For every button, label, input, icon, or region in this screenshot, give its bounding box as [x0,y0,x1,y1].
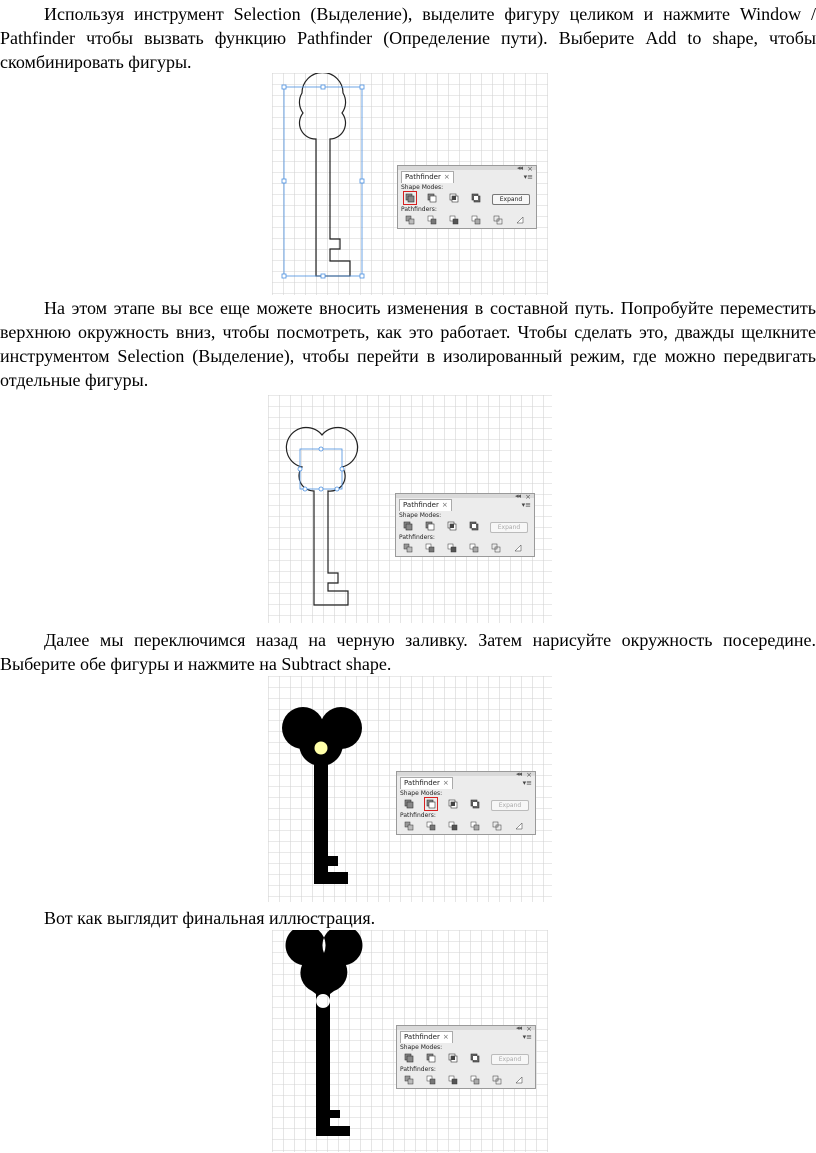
subtract-shape-button[interactable] [426,1053,436,1063]
exclude-shape-button[interactable] [470,799,480,809]
collapse-icon[interactable]: ◂◂ [515,770,521,778]
figure-2 [268,395,552,623]
tab-label: Pathfinder [405,173,441,181]
subtract-shape-icon [427,193,437,203]
merge-icon [448,821,458,831]
tab-close-icon[interactable]: × [441,501,448,509]
collapse-icon[interactable]: ◂◂ [516,164,522,172]
outline-button[interactable] [492,1075,502,1085]
exclude-shape-icon [471,193,481,203]
panel-close-icon[interactable]: × [527,165,533,173]
panel-title-bar[interactable] [397,1026,535,1030]
divide-button[interactable] [404,1075,414,1085]
exclude-shape-icon [469,521,479,531]
pathfinders-label: Pathfinders: [400,1066,436,1073]
crop-button[interactable] [469,543,479,553]
add-to-shape-icon [403,521,413,531]
merge-icon [449,215,459,225]
outline-icon [492,821,502,831]
tab-close-icon[interactable]: × [443,173,450,181]
intersect-shape-icon [448,799,458,809]
minus-back-icon [514,1075,524,1085]
tab-close-icon[interactable]: × [442,779,449,787]
divide-button[interactable] [405,215,415,225]
merge-button[interactable] [447,543,457,553]
intersect-shape-button[interactable] [447,521,457,531]
collapse-icon[interactable]: ◂◂ [515,1024,521,1032]
subtract-shape-icon [426,1053,436,1063]
exclude-shape-button[interactable] [471,193,481,203]
instruction-paragraph-2: На этом этапе вы все еще можете вносить изменения в составной путь. Попробуйте переместить верхнюю окружность вниз, чтобы посмотреть, как это работает. Чтобы сделать это, дважды щелкните инструментом Selection (Выделение), чтобы перейти в изолированный режим, где можно передвигать отдельные фигуры. [0,298,816,390]
tab-label: Pathfinder [404,779,440,787]
tab-close-icon[interactable]: × [442,1033,449,1041]
divide-icon [404,1075,414,1085]
trim-icon [426,1075,436,1085]
expand-button[interactable]: Expand [490,522,528,533]
merge-icon [448,1075,458,1085]
subtract-shape-button[interactable] [426,799,436,809]
merge-icon [447,543,457,553]
shape-modes-label: Shape Modes: [400,1044,443,1051]
figure-4 [272,930,548,1152]
crop-icon [470,821,480,831]
intersect-shape-button[interactable] [448,799,458,809]
exclude-shape-icon [470,1053,480,1063]
instruction-paragraph-4: Вот как выглядит финальная иллюстрация. [44,908,376,928]
crop-button[interactable] [470,821,480,831]
tab-pathfinder[interactable] [400,1031,453,1043]
trim-button[interactable] [426,1075,436,1085]
minus-back-button[interactable] [515,215,525,225]
panel-menu-icon[interactable]: ▾≡ [521,501,531,509]
add-to-shape-button[interactable] [405,193,415,203]
trim-icon [425,543,435,553]
panel-title-bar[interactable] [396,494,534,498]
panel-close-icon[interactable]: × [525,493,531,501]
pathfinder-panel [395,493,535,557]
minus-back-icon [513,543,523,553]
panel-menu-icon[interactable]: ▾≡ [522,1033,532,1041]
crop-icon [470,1075,480,1085]
expand-button[interactable]: Expand [491,1054,529,1065]
tab-label: Pathfinder [403,501,439,509]
trim-button[interactable] [427,215,437,225]
crop-button[interactable] [471,215,481,225]
instruction-paragraph-1: Используя инструмент Selection (Выделение), выделите фигуру целиком и нажмите Window / Pathfinder чтобы вызвать функцию Pathfinder (Определение пути). Выберите Add to shape, чтобы скомбинировать фигуры. [0,4,816,72]
exclude-shape-icon [470,799,480,809]
intersect-shape-icon [447,521,457,531]
panel-close-icon[interactable]: × [526,771,532,779]
intersect-shape-icon [448,1053,458,1063]
subtract-shape-button[interactable] [427,193,437,203]
divide-button[interactable] [403,543,413,553]
outline-icon [492,1075,502,1085]
trim-icon [426,821,436,831]
outline-button[interactable] [491,543,501,553]
intersect-shape-icon [449,193,459,203]
tab-pathfinder[interactable] [400,777,453,789]
add-to-shape-button[interactable] [404,1053,414,1063]
merge-button[interactable] [449,215,459,225]
panel-title-bar[interactable] [397,772,535,776]
merge-button[interactable] [448,1075,458,1085]
panel-close-icon[interactable]: × [526,1025,532,1033]
intersect-shape-button[interactable] [449,193,459,203]
pathfinder-panel [396,1025,536,1089]
divide-icon [405,215,415,225]
exclude-shape-button[interactable] [469,521,479,531]
pathfinders-label: Pathfinders: [400,812,436,819]
add-to-shape-icon [405,193,415,203]
shape-modes-label: Shape Modes: [399,512,442,519]
expand-button[interactable]: Expand [492,194,530,205]
subtract-shape-button[interactable] [425,521,435,531]
outline-button[interactable] [492,821,502,831]
instruction-paragraph-3: Далее мы переключимся назад на черную заливку. Затем нарисуйте окружность посередине. Выберите обе фигуры и нажмите на Subtract shape. [0,630,816,674]
panel-menu-icon[interactable]: ▾≡ [523,173,533,181]
add-to-shape-icon [404,799,414,809]
minus-back-button[interactable] [513,543,523,553]
add-to-shape-button[interactable] [403,521,413,531]
tab-label: Pathfinder [404,1033,440,1041]
divide-icon [404,821,414,831]
outline-icon [491,543,501,553]
shape-modes-label: Shape Modes: [400,790,443,797]
crop-icon [471,215,481,225]
crop-icon [469,543,479,553]
subtract-shape-icon [425,521,435,531]
add-to-shape-icon [404,1053,414,1063]
add-to-shape-button[interactable] [404,799,414,809]
tab-pathfinder[interactable] [401,171,454,183]
divide-button[interactable] [404,821,414,831]
minus-back-icon [514,821,524,831]
trim-button[interactable] [426,821,436,831]
tab-pathfinder[interactable] [399,499,452,511]
expand-button[interactable]: Expand [491,800,529,811]
pathfinders-label: Pathfinders: [399,534,435,541]
trim-icon [427,215,437,225]
exclude-shape-button[interactable] [470,1053,480,1063]
merge-button[interactable] [448,821,458,831]
trim-button[interactable] [425,543,435,553]
panel-title-bar[interactable] [398,166,536,170]
pathfinder-panel [397,165,537,229]
divide-icon [403,543,413,553]
intersect-shape-button[interactable] [448,1053,458,1063]
pathfinder-panel [396,771,536,835]
subtract-shape-icon [426,799,436,809]
minus-back-button[interactable] [514,1075,524,1085]
collapse-icon[interactable]: ◂◂ [514,492,520,500]
pathfinders-label: Pathfinders: [401,206,437,213]
crop-button[interactable] [470,1075,480,1085]
figure-1 [272,73,548,295]
outline-button[interactable] [493,215,503,225]
minus-back-icon [515,215,525,225]
figure-3 [268,676,552,902]
outline-icon [493,215,503,225]
minus-back-button[interactable] [514,821,524,831]
panel-menu-icon[interactable]: ▾≡ [522,779,532,787]
shape-modes-label: Shape Modes: [401,184,444,191]
